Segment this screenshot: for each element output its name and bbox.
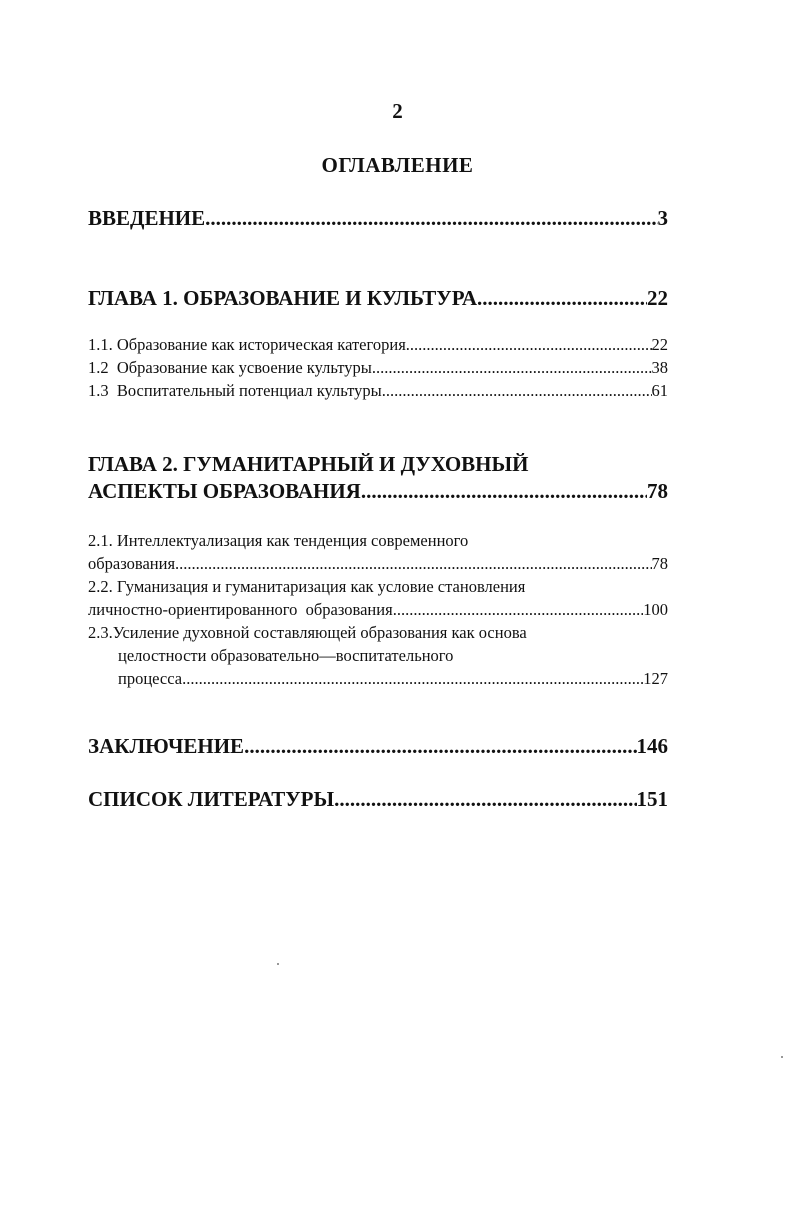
toc-section-title-line1: 2.2. Гуманизация и гуманитаризация как условие становления — [88, 577, 526, 596]
dot-leader — [382, 379, 652, 402]
toc-entry-intro-page: 3 — [657, 206, 668, 230]
toc-section — [88, 575, 668, 621]
toc-section — [88, 379, 668, 402]
toc-section — [88, 529, 668, 575]
dot-leader — [175, 552, 651, 575]
scan-speck — [277, 963, 279, 965]
toc-section-title-line3: процесса — [118, 669, 183, 688]
toc-section-title-line1: 2.3.Усиление духовной составляющей образования как основа — [88, 623, 527, 642]
toc-section-title: 1.1. Образование как историческая категория — [88, 335, 406, 354]
toc-section-title-line2: личностно-ориентированного образования — [88, 600, 393, 619]
toc-section — [88, 621, 668, 690]
toc-section-title: 1.3 Воспитательный потенциал культуры — [88, 381, 382, 400]
toc-entry-chapter2-page: 78 — [647, 479, 668, 503]
dot-leader — [393, 598, 644, 621]
toc-section-title-line2: образования — [88, 554, 176, 573]
toc-section-page: 100 — [643, 600, 668, 619]
toc-section-page: 78 — [651, 554, 668, 573]
dot-leader — [361, 478, 647, 505]
dot-leader — [406, 333, 652, 356]
toc-chapter1-sections — [88, 333, 668, 402]
toc-entry-chapter1-title: ГЛАВА 1. ОБРАЗОВАНИЕ И КУЛЬТУРА — [88, 286, 478, 310]
page-number: 2 — [392, 99, 403, 123]
toc-entry-references-page: 151 — [636, 787, 668, 811]
dot-leader — [182, 667, 643, 690]
toc-entry-conclusion-title: ЗАКЛЮЧЕНИЕ — [88, 734, 245, 758]
toc-section-page: 127 — [643, 669, 668, 688]
toc-entry-intro — [88, 205, 668, 232]
toc-entry-intro-title: ВВЕДЕНИЕ — [88, 206, 206, 230]
toc-section-title: 1.2 Образование как усвоение культуры — [88, 358, 372, 377]
dot-leader — [244, 733, 636, 760]
dot-leader — [205, 205, 657, 232]
toc-section-title-line1: 2.1. Интеллектуализация как тенденция современного — [88, 531, 469, 550]
toc-entry-chapter1 — [88, 285, 668, 312]
dot-leader — [334, 786, 636, 813]
toc-entry-references — [88, 786, 668, 813]
toc-entry-references-title: СПИСОК ЛИТЕРАТУРЫ — [88, 787, 335, 811]
scan-speck — [781, 1056, 783, 1058]
toc-entry-chapter2 — [88, 451, 668, 505]
toc-title: ОГЛАВЛЕНИЕ — [321, 153, 474, 177]
toc-entry-conclusion-page: 146 — [636, 734, 668, 758]
toc-section-page: 38 — [651, 358, 668, 377]
toc-entry-conclusion — [88, 733, 668, 760]
toc-section-page: 61 — [651, 381, 668, 400]
toc-section-page: 22 — [651, 335, 668, 354]
dot-leader — [477, 285, 647, 312]
dot-leader — [372, 356, 652, 379]
toc-entry-chapter1-page: 22 — [647, 286, 668, 310]
toc-chapter2-sections — [88, 529, 668, 690]
toc-section — [88, 333, 668, 356]
toc-section — [88, 356, 668, 379]
toc-entry-chapter2-title-line2: АСПЕКТЫ ОБРАЗОВАНИЯ — [88, 479, 361, 503]
toc-entry-chapter2-title-line1: ГЛАВА 2. ГУМАНИТАРНЫЙ И ДУХОВНЫЙ — [88, 452, 529, 476]
toc-section-title-line2: целостности образовательно—воспитательного — [118, 646, 454, 665]
